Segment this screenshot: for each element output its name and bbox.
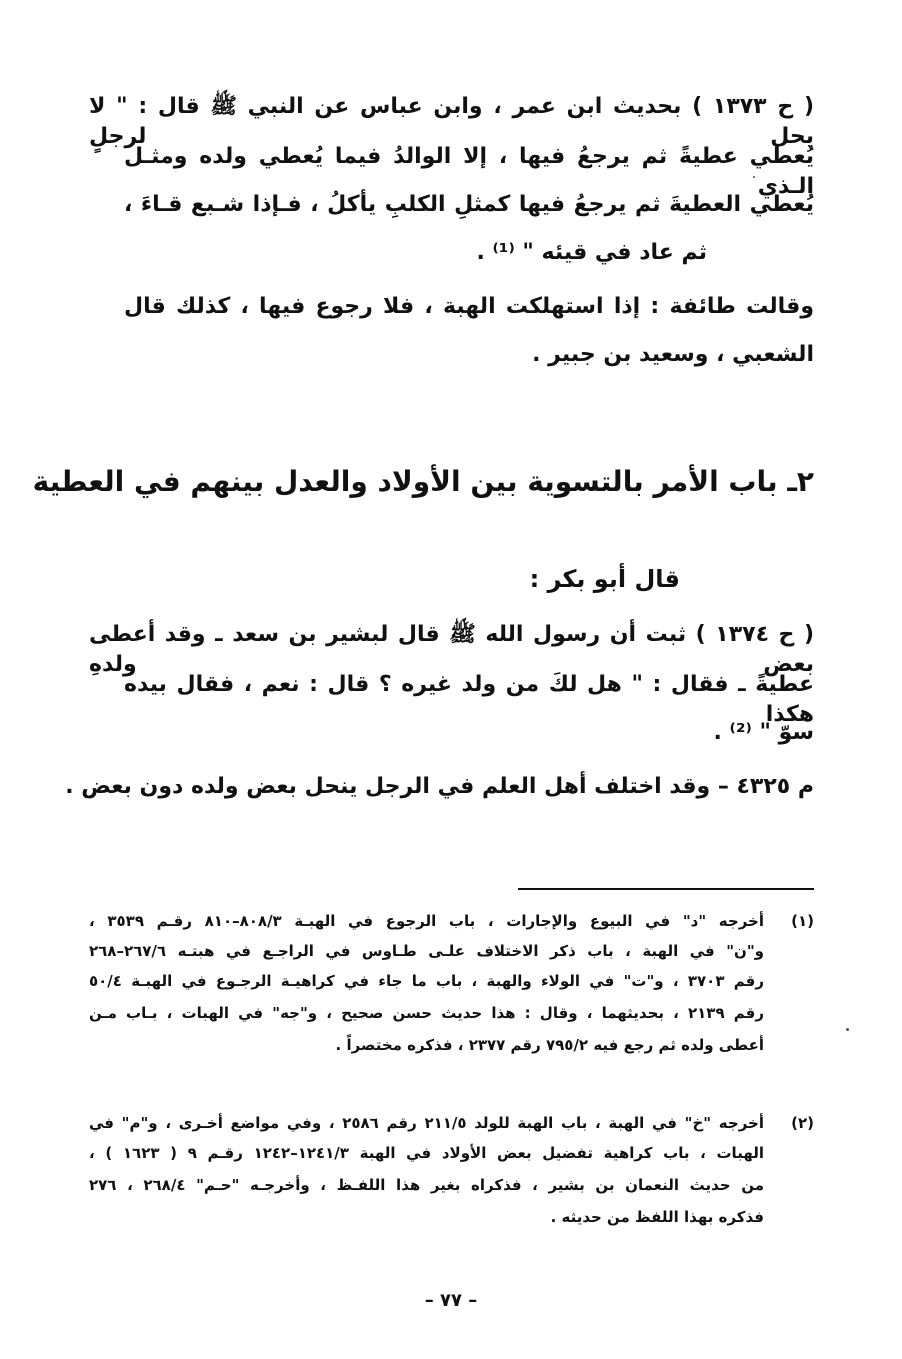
hadith-1374-line-3: سوّ " ⁽²⁾ . [713,720,814,745]
hadith-1373-line-3: يُعطي العطيةَ ثم يرجعُ فيها كمثلِ الكلبِ يأكلُ ، فـإذا شـبع قـاءَ ، [124,192,814,217]
footnote-1-line-5: أعطى ولده ثم رجع فيه ٧٩٥/٢ رقم ٢٣٧٧ ، فذكره مختصراً . [335,1036,764,1054]
footnote-2-line-4: فذكره بهذا اللفظ من حديثه . [550,1208,764,1226]
footnote-2-line-1: أخرجه "خ" في الهبة ، باب الهبة للولد ٢١١/٥ رقم ٢٥٨٦ ، وفي مواضع أخـرى ، و"م" في [89,1114,764,1132]
hadith-1374-line-1: ( ح ١٣٧٤ ) ثبت أن رسول الله ﷺ قال لبشير بن سعد ـ وقد أعطى بعض ولدهِ [89,622,814,677]
scan-speck [846,1028,849,1031]
footnote-1-line-3: رقم ٣٧٠٣ ، و"ت" في الولاء والهبة ، باب ما جاء في كراهيـة الرجـوع في الهبـة ٥٠/٤ [89,972,764,990]
hadith-1373-line-2: يُعطي عطيةً ثم يرجعُ فيها ، إلا الوالدُ فيما يُعطي ولده ومثـل الـذي [124,144,814,199]
footnote-2-line-3: من حديث النعمان بن بشير ، فذكراه بغير هذا اللفـظ ، وأخرجـه "حـم" ٢٦٨/٤ ، ٢٧٦ [89,1176,764,1194]
speaker-line: قال أبو بكر : [529,565,680,593]
opinion-line-2: الشعبي ، وسعيد بن جبير . [532,342,814,367]
hadith-1373-line-1: ( ح ١٣٧٣ ) بحديث ابن عمر ، وابن عباس عن النبي ﷺ قال : " لا يحل لرجلٍ [89,94,814,149]
footnote-2-line-2: الهبات ، باب كراهية تفضيل بعض الأولاد في الهبة ١٢٤١/٣–١٢٤٢ رقـم ٩ ( ١٦٢٣ ) ، [89,1144,764,1162]
masala-4325: م ٤٣٢٥ – وقد اختلف أهل العلم في الرجل ينحل بعض ولده دون بعض . [65,774,814,799]
footnote-2-number: (٢) [791,1114,814,1132]
footnote-1-line-1: أخرجه "د" في البيوع والإجارات ، باب الرجوع في الهبـة ٨٠٨/٣–٨١٠ رقـم ٣٥٣٩ ، [89,912,764,930]
footnote-separator [518,888,814,890]
footnote-1-number: (١) [791,912,814,930]
footnote-1-line-2: و"ن" في الهبة ، باب ذكر الاختلاف علـى طـاوس في الراجـع في هبتـه ٢٦٧/٦–٢٦٨ [89,942,764,960]
chapter-heading: ٢ـ باب الأمر بالتسوية بين الأولاد والعدل بينهم في العطية [32,465,814,498]
hadith-1373-line-4: ثم عاد في قيئه " ⁽¹⁾ . [476,240,707,265]
footnote-1-line-4: رقم ٢١٣٩ ، بحديثهما ، وقال : هذا حديث حسن صحيح ، و"جه" في الهبات ، بـاب مـن [89,1004,764,1022]
opinion-line-1: وقالت طائفة : إذا استهلكت الهبة ، فلا رجوع فيها ، كذلك قال [124,294,814,319]
page-number: – ٧٧ – [424,1290,478,1311]
scan-speck [753,176,755,178]
hadith-1374-line-2: عطيةً ـ فقال : " هل لكَ من ولد غيره ؟ قال : نعم ، فقال بيده هكذا [124,672,814,727]
